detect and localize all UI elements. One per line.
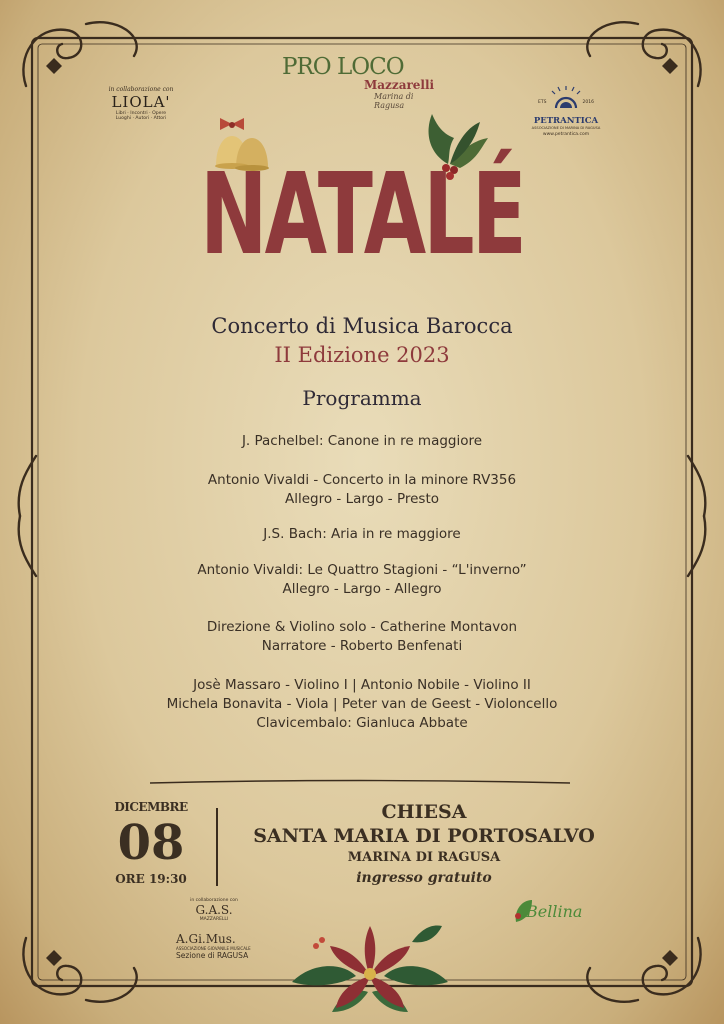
petrantica-name: PETRANTICA: [533, 116, 599, 126]
program-item: [0, 525, 724, 544]
sunrise-icon: [530, 86, 602, 112]
program-line: Direzione & Violino solo - Catherine Montavon: [206, 619, 518, 635]
program-line: Michela Bonavita - Viola | Peter van de Geest - Violoncello: [166, 696, 558, 712]
date-day: 08: [117, 815, 185, 871]
event-title: NATALÉ: [200, 150, 524, 280]
bellina-name: Bellina: [526, 902, 583, 921]
venue-line2: SANTA MARIA DI PORTOSALVO: [253, 825, 595, 847]
gas-sub: MAZZARELLI: [199, 917, 229, 922]
liola-line2: Luoghi · Autori · Attori: [115, 116, 167, 121]
program-line: Antonio Vivaldi - Concerto in la minore RV356: [207, 472, 517, 488]
program-item: [0, 676, 724, 733]
program-item: [0, 561, 724, 599]
proloco-place: Mazzarelli: [364, 78, 435, 92]
proloco-title: PRO LOCO: [282, 54, 404, 80]
petrantica-year-left: ETS: [538, 100, 547, 105]
program-line: Allegro - Largo - Presto: [284, 491, 440, 507]
gas-logo: [182, 898, 246, 922]
petrantica-tagline: ASSOCIAZIONE DI MARINA DI RAGUSA: [531, 126, 601, 130]
agimus-logo: [176, 932, 268, 960]
liola-line1: Libri · Incontri · Opere: [115, 111, 167, 116]
petrantica-year-right: 2016: [582, 100, 594, 105]
liola-logo: [108, 86, 174, 121]
program-line: J. Pachelbel: Canone in re maggiore: [241, 433, 483, 449]
program-line: J.S. Bach: Aria in re maggiore: [263, 526, 461, 542]
date-month: DICEMBRE: [114, 800, 188, 814]
date-divider: [216, 808, 218, 886]
date-time: ORE 19:30: [115, 872, 187, 886]
program-item: [0, 471, 724, 509]
program-item: [0, 432, 724, 451]
program-line: Antonio Vivaldi: Le Quattro Stagioni - “L'inverno”: [197, 562, 527, 578]
poinsettia-icon: [272, 912, 468, 1020]
liola-name: LIOLA': [111, 93, 171, 111]
proloco-logo: [282, 54, 442, 110]
program-heading: Programma: [302, 386, 422, 410]
divider: [150, 778, 570, 786]
event-edition: II Edizione 2023: [274, 343, 450, 367]
program-line: Narratore - Roberto Benfenati: [261, 638, 463, 654]
gas-name: G.A.S.: [195, 903, 233, 917]
agimus-section: Sezione di RAGUSA: [176, 951, 249, 960]
event-subtitle: Concerto di Musica Barocca: [211, 314, 513, 338]
venue-block: [232, 800, 616, 888]
venue-entry: ingresso gratuito: [356, 870, 492, 886]
venue-line1: CHIESA: [381, 801, 467, 823]
program-line: Josè Massaro - Violino I | Antonio Nobile - Violino II: [193, 677, 531, 693]
proloco-sub: Marina di Ragusa: [374, 92, 414, 110]
petrantica-url: www.petrantica.com: [542, 132, 590, 137]
date-block: [104, 800, 198, 886]
agimus-name: A.Gi.Mus.: [176, 932, 236, 946]
liola-intro: in collaborazione con: [108, 86, 174, 93]
petrantica-logo: [530, 86, 602, 137]
agimus-desc: ASSOCIAZIONE GIOVANILE MUSICALE: [176, 946, 251, 951]
gas-intro: in collaborazione con: [190, 898, 238, 903]
program-line: Allegro - Largo - Allegro: [282, 581, 442, 597]
program-item: [0, 618, 724, 656]
venue-line3: MARINA DI RAGUSA: [347, 850, 501, 865]
program-line: Clavicembalo: Gianluca Abbate: [256, 715, 468, 731]
